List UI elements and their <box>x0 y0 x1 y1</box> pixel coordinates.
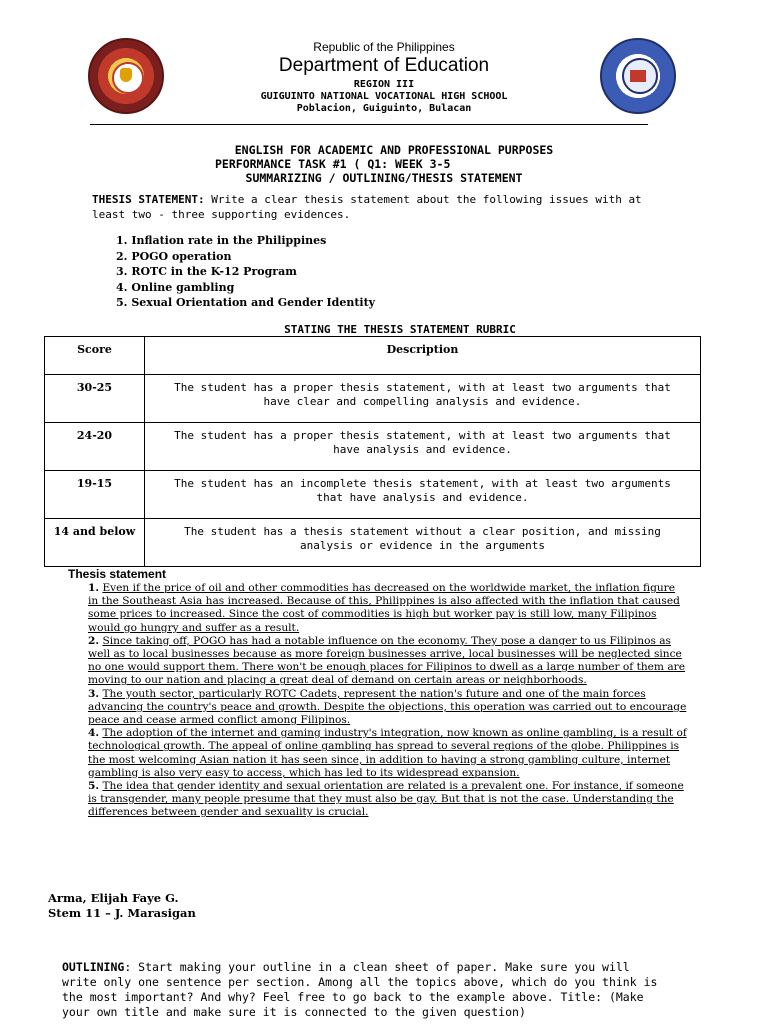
answer-text: Since taking off, POGO has had a notable influence on the economy. They pose a danger to us Filipinos as well as to local businesses because as more foreign businesses arrive, local businesses will be neglected since no one would support them. There won't be enough places for Filipinos to dwell as a large number of them are moving to our nation and placing a great deal of demand on certain areas or neighborhoods. <box>88 634 685 687</box>
score-header: Score <box>45 337 145 375</box>
author-block <box>48 891 196 921</box>
issue-item: 2. POGO operation <box>116 249 232 263</box>
issue-item: 5. Sexual Orientation and Gender Identity <box>116 296 376 309</box>
outlining-text: : Start making your outline in a clean sheet of paper. Make sure you will write only one sentence per section. Among all the topics above, which do you think is the most important? And why? Feel free to go back to the example above. Title: (Make your own title and make sure it is connected to the given question) <box>62 960 658 1019</box>
department-title: Department of Education <box>278 55 490 76</box>
answer-text: Even if the price of oil and other commodities has decreased on the worldwide market, the inflation figure in the Southeast Asia has increased. Because of this, Philippines is also affected with the inflation that caused some prices to increased. Since the cost of commodities is high but worker pay is still low, many Filipinos would go hungry and suffer as a result. <box>88 582 680 634</box>
rubric-score: 30-25 <box>45 375 145 423</box>
author-name: Arma, Elijah Faye G. <box>48 891 179 905</box>
issue-item: 3. ROTC in the K-12 Program <box>116 265 297 278</box>
answer-item <box>88 780 688 820</box>
answer-number: 5. <box>88 780 100 793</box>
issues-list <box>116 233 375 311</box>
answer-number: 2. <box>88 634 100 647</box>
table-row <box>45 519 701 567</box>
outlining-instructions <box>62 960 662 1020</box>
thesis-answers <box>88 582 688 820</box>
table-row <box>45 471 701 519</box>
rubric-description: The student has a proper thesis statement, with at least two arguments that have clear and compelling analysis and evidence. <box>145 375 701 423</box>
table-row <box>45 423 701 471</box>
outlining-label: OUTLINING <box>62 960 125 974</box>
issue-item: 1. Inflation rate in the Philippines <box>116 234 327 247</box>
answer-item <box>88 582 688 635</box>
school-name: GUIGUINTO NATIONAL VOCATIONAL HIGH SCHOOL <box>260 91 508 102</box>
rubric-description: The student has a thesis statement without a clear position, and missing analysis or evidence in the arguments <box>145 519 701 567</box>
answer-number: 1. <box>88 582 100 594</box>
thesis-instructions <box>92 192 652 222</box>
rubric-description: The student has a proper thesis statement, with at least two arguments that have analysis and evidence. <box>145 423 701 471</box>
rubric-score: 14 and below <box>45 519 145 567</box>
answer-item <box>88 688 688 728</box>
rubric-description: The student has an incomplete thesis statement, with at least two arguments that have analysis and evidence. <box>145 471 701 519</box>
task-title: PERFORMANCE TASK #1 ( Q1: WEEK 3-5 <box>215 157 451 171</box>
table-row <box>45 375 701 423</box>
school-address: Poblacion, Guiguinto, Bulacan <box>296 103 472 114</box>
answer-item <box>88 635 688 688</box>
issue-item: 4. Online gambling <box>116 280 235 294</box>
republic-line: Republic of the Philippines <box>313 40 455 54</box>
thesis-label: THESIS STATEMENT: <box>92 193 205 206</box>
answer-text: The adoption of the internet and gaming industry's integration, now known as online gambling, is a result of technological growth. The appeal of online gambling has spread to several regions of the globe. Philippines is the most welcoming Asian nation it has seen since, in addition to having a strong gambling culture, internet gambling is also very easy to access, which has led to its widespread expansion. <box>88 727 687 779</box>
rubric-title: STATING THE THESIS STATEMENT RUBRIC <box>284 323 516 336</box>
author-section: Stem 11 – J. Marasigan <box>48 906 196 920</box>
subject-title: ENGLISH FOR ACADEMIC AND PROFESSIONAL PURPOSES <box>234 143 554 157</box>
description-header: Description <box>145 337 701 375</box>
rubric-score: 24-20 <box>45 423 145 471</box>
region-line: REGION III <box>353 79 415 90</box>
rubric-header-row <box>45 337 701 375</box>
answer-number: 3. <box>88 687 100 700</box>
thesis-instructions-text: Write a clear thesis statement about the following issues with at least two - three supporting evidences. <box>92 193 642 221</box>
answer-text: The youth sector, particularly ROTC Cadets, represent the nation's future and one of the main forces advancing the country's peace and growth. Despite the objections, this operation was carried out to encourage peace and cease armed conflict among Filipinos. <box>88 687 687 727</box>
header-divider <box>90 124 648 125</box>
task-topic: SUMMARIZING / OUTLINING/THESIS STATEMENT <box>245 171 523 185</box>
answers-label: Thesis statement <box>68 567 167 581</box>
answer-item <box>88 727 688 780</box>
rubric-score: 19-15 <box>45 471 145 519</box>
rubric-table <box>44 336 701 567</box>
answer-number: 4. <box>88 727 100 740</box>
answer-text: The idea that gender identity and sexual orientation are related is a prevalent one. For instance, if someone is transgender, many people presume that they must also be gay. But that is not the case. Understanding the differences between gender and sexuality is crucial. <box>88 780 684 819</box>
